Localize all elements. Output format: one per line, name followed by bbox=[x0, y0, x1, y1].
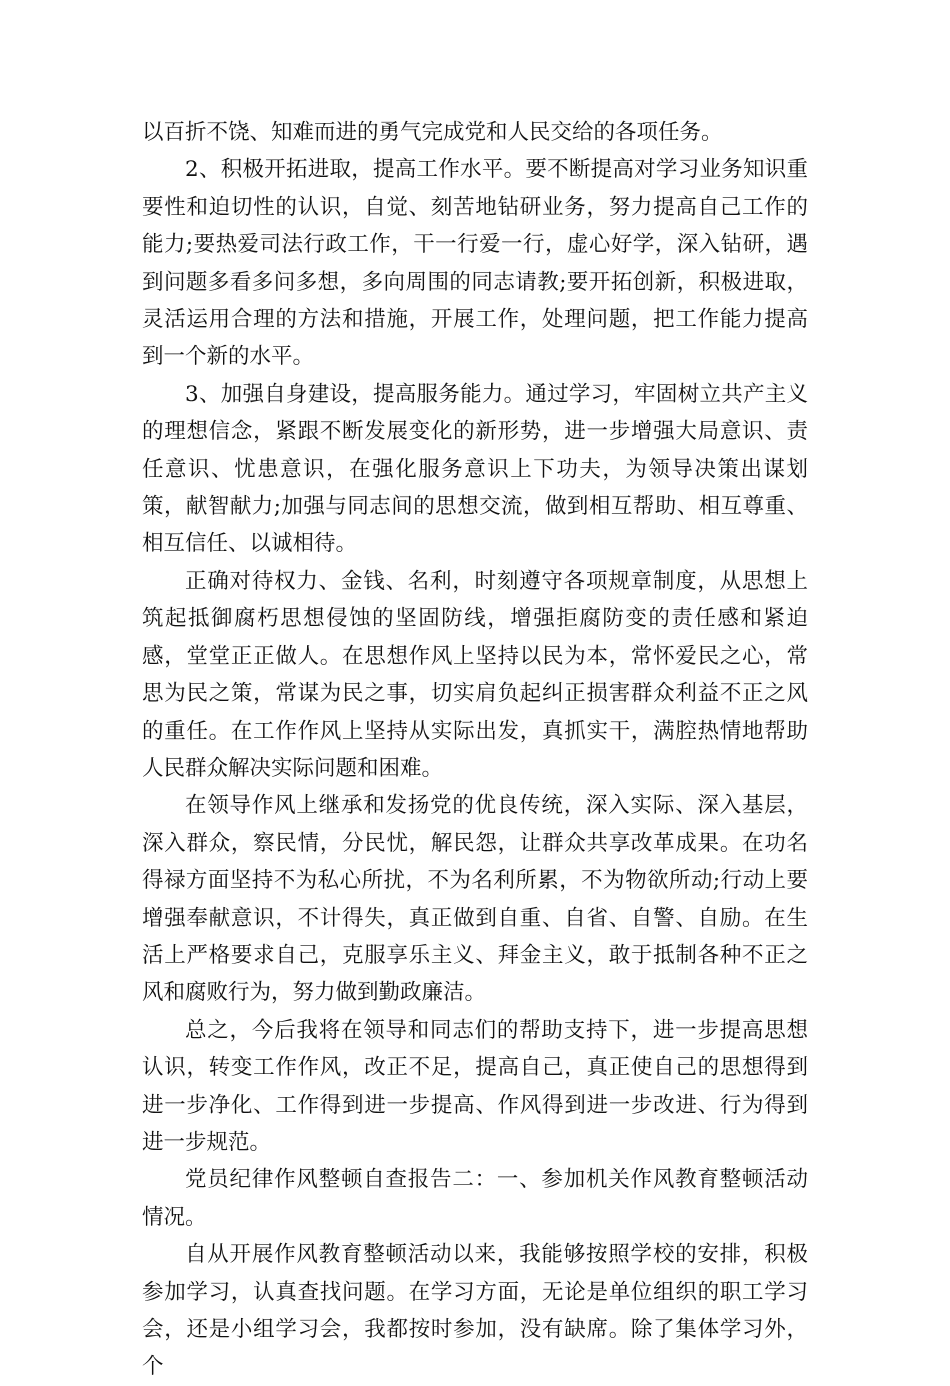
paragraph-5: 在领导作风上继承和发扬党的优良传统，深入实际、深入基层，深入群众，察民情，分民忧，解民怨，让群众共享改革成果。在功名得禄方面坚持不为私心所扰，不为名利所累，不为物欲所动;行动上要增强奉献意识，不计得失，真正做到自重、自省、自警、自励。在生活上严格要求自己，克服享乐主义、拜金主义，敢于抵制各种不正之风和腐败行为，努力做到勤政廉洁。 bbox=[142, 793, 808, 1006]
paragraph-6: 总之，今后我将在领导和同志们的帮助支持下，进一步提高思想认识，转变工作作风，改正不足，提高自己，真正使自己的思想得到进一步净化、工作得到进一步提高、作风得到进一步改进、行为得到进一步规范。 bbox=[142, 1017, 808, 1155]
paragraph-4: 正确对待权力、金钱、名利，时刻遵守各项规章制度，从思想上筑起抵御腐朽思想侵蚀的坚固防线，增强拒腐防变的责任感和紧迫感，堂堂正正做人。在思想作风上坚持以民为本，常怀爱民之心，常思为民之策，常谋为民之事，切实肩负起纠正损害群众利益不正之风的重任。在工作作风上坚持从实际出发，真抓实干，满腔热情地帮助人民群众解决实际问题和困难。 bbox=[142, 568, 808, 781]
paragraph-1: 以百折不饶、知难而进的勇气完成党和人民交给的各项任务。 bbox=[142, 120, 723, 145]
paragraph-7: 党员纪律作风整顿自查报告二：一、参加机关作风教育整顿活动情况。 bbox=[142, 1167, 808, 1230]
document-body bbox=[142, 114, 808, 1386]
paragraph-2: 2、积极开拓进取，提高工作水平。要不断提高对学习业务知识重要性和迫切性的认识，自觉、刻苦地钻研业务，努力提高自己工作的能力;要热爱司法行政工作，干一行爱一行，虚心好学，深入钻研，遇到问题多看多问多想，多向周围的同志请教;要开拓创新，积极进取，灵活运用合理的方法和措施，开展工作，处理问题，把工作能力提高到一个新的水平。 bbox=[142, 157, 808, 370]
paragraph-3: 3、加强自身建设，提高服务能力。通过学习，牢固树立共产主义的理想信念，紧跟不断发展变化的新形势，进一步增强大局意识、责任意识、忧患意识，在强化服务意识上下功夫，为领导决策出谋划策，献智献力;加强与同志间的思想交流，做到相互帮助、相互尊重、相互信任、以诚相待。 bbox=[142, 381, 808, 557]
paragraph-8: 自从开展作风教育整顿活动以来，我能够按照学校的安排，积极参加学习，认真查找问题。在学习方面，无论是单位组织的职工学习会，还是小组学习会，我都按时参加，没有缺席。除了集体学习外，个 bbox=[142, 1242, 808, 1380]
